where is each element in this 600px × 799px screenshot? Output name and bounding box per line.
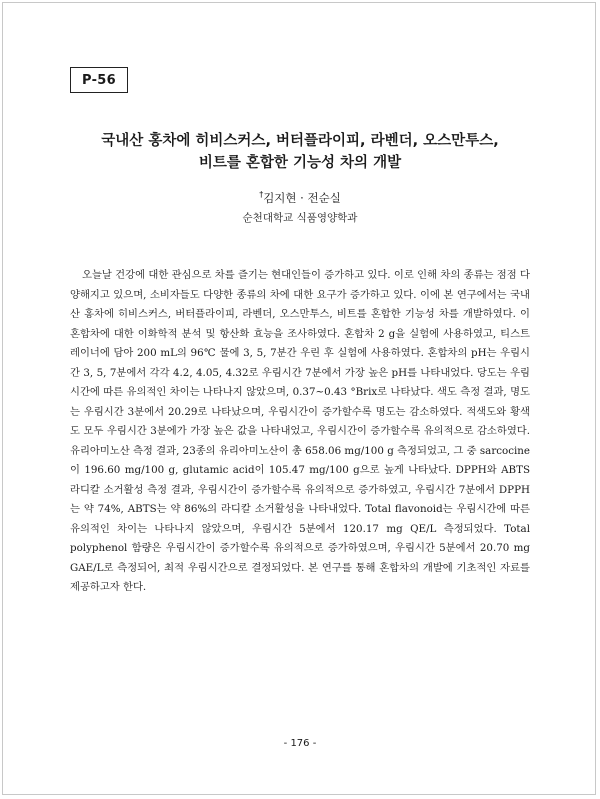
corresponding-author-mark: † [259, 190, 264, 200]
author-names: 김지현 · 전순실 [263, 191, 341, 205]
paper-title-line-2: 비트를 혼합한 기능성 차의 개발 [198, 155, 402, 171]
author-list [0, 190, 600, 206]
author-affiliation: 순천대학교 식품영양학과 [242, 212, 358, 224]
abstract-body: 오늘날 건강에 대한 관심으로 차를 즐기는 현대인들이 증가하고 있다. 이로 인해 차의 종류는 점점 다양해지고 있으며, 소비자들도 다양한 종류의 차에 대한 요구가 증가하고 있다. 이에 본 연구에서는 국내산 홍차에 히비스커스, 버터플라이피, 라벤더, 오스만투스, 비트를 혼합한 기능성 차를 개발하였다. 이 혼합차에 대한 이화학적 분석 및 항산화 효능을 조사하였다. 혼합차 2 g을 실험에 사용하였고, 티스트레이너에 담아 200 mL의 96℃ 물에 3, 5, 7분간 우린 후 실험에 사용하였다. 혼합차의 pH는 우림시간 3, 5, 7분에서 각각 4.2, 4.05, 4.32로 우림시간 7분에서 가장 높은 pH를 나타내었다. 당도는 우림시간에 따른 유의적인 차이는 나타나지 않았으며, 0.37~0.43 °Brix로 나타났다. 색도 측정 결과, 명도는 우림시간 3분에서 20.29로 나타났으며, 우림시간이 증가할수록 명도는 감소하였다. 적색도와 황색도 모두 우림시간 3분에가 가장 높은 값을 나타내었고, 우림시간이 증가할수록 유의적으로 감소하였다. 유리아미노산 측정 결과, 23종의 유리아미노산이 총 658.06 mg/100 g 측정되었고, 그 중 sarcocine이 196.60 mg/100 g, glutamic acid이 105.47 mg/100 g으로 높게 나타났다. DPPH와 ABTS 라디칼 소거활성 측정 결과, 우림시간이 증가할수록 유의적으로 증가하였고, 우림시간 7분에서 DPPH는 약 74%, ABTS는 약 86%의 라디칼 소거활성을 나타내었다. Total flavonoid는 우림시간에 따른 유의적인 차이는 나타나지 않았으며, 우림시간 5분에서 120.17 mg QE/L 측정되었다. Total polyphenol 함량은 우림시간이 증가할수록 유의적으로 증가하였으며, 우림시간 5분에서 20.70 mg GAE/L로 측정되어, 최적 우림시간으로 결정되었다. 본 연구를 통해 혼합차의 개발에 기초적인 자료를 제공하고자 한다. [70, 269, 530, 593]
poster-number-badge: P-56 [70, 67, 128, 93]
paper-title-line-1: 국내산 홍차에 히비스커스, 버터플라이피, 라벤더, 오스만투스, [101, 133, 499, 149]
page-number: - 176 - [283, 738, 317, 749]
